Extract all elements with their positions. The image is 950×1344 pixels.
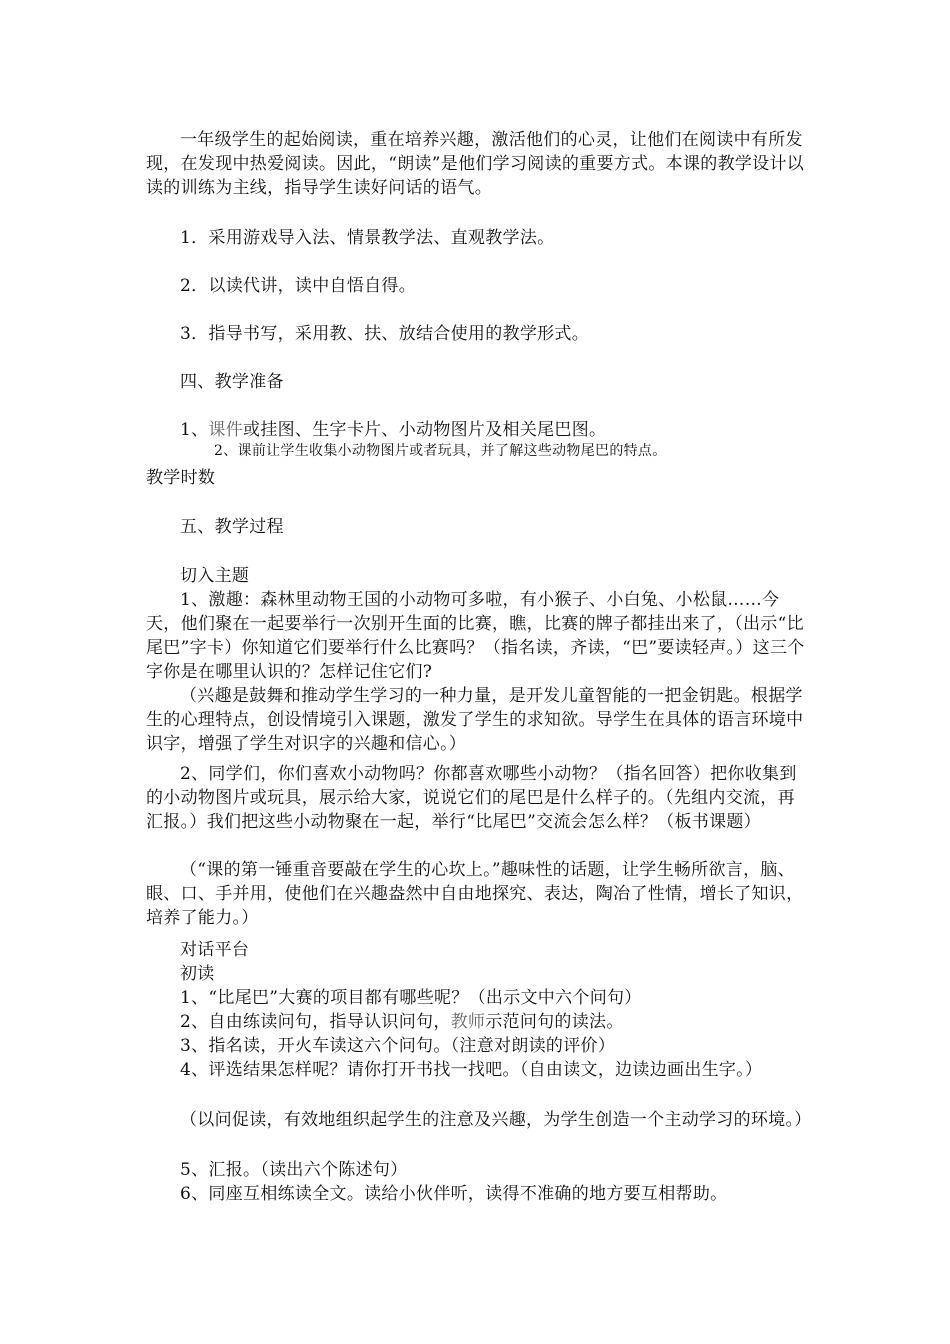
teacher-link[interactable]: 教师 (450, 1012, 486, 1032)
process-p2 (146, 684, 806, 756)
reading-item-6 (146, 1182, 806, 1206)
process-p1-text: 1、激趣：森林里动物王国的小动物可多啦，有小猴子、小白兔、小松鼠……今天，他们聚在一起要举行一次别开生面的比赛，瞧，比赛的牌子都挂出来了，（出示“比尾巴”字卡）你知道它们要举行什么比赛吗？（指名读，齐读，“巴”要读轻声。）这三个字你是在哪里认识的？怎样记住它们? (146, 590, 805, 682)
method-item-1 (146, 226, 806, 250)
method-text-1: 1．采用游戏导入法、情景教学法、直观教学法。 (180, 228, 555, 248)
reading-item-2-rest: 示范问句的读法。 (485, 1012, 624, 1032)
reading-item-2-text (146, 1010, 806, 1034)
section4-heading (146, 370, 806, 394)
intro-text: 一年级学生的起始阅读，重在培养兴趣，激活他们的心灵，让他们在阅读中有所发现，在发现中热爱阅读。因此，“朗读”是他们学习阅读的重要方式。本课的教学设计以读的训练为主线，指导学生读好问话的语气。 (146, 130, 805, 198)
process-p4-text: （“课的第一锤重音要敲在学生的心坎上。”趣味性的话题，让学生畅所欲言，脑、眼、口、手并用，使他们在兴趣盎然中自由地探究、表达，陶冶了性情，增长了知识，培养了能力。） (146, 860, 804, 928)
prep-item-1-rest: 或挂图、生字卡片、小动物图片及相关尾巴图。 (243, 420, 607, 440)
prep-item-1-text (146, 418, 806, 442)
prep-item-2-text (146, 441, 806, 461)
reading-item-1-text: 1、“比尾巴”大赛的项目都有哪些呢？（出示文中六个问句） (180, 988, 642, 1008)
prep-item-2 (146, 441, 806, 461)
reading-item-3-text: 3、指名读，开火车读这六个问句。（注意对朗读的评价） (180, 1036, 616, 1056)
reading-note-text: （以问促读，有效地组织起学生的注意及兴趣，为学生创造一个主动学习的环境。） (180, 1110, 812, 1130)
process-p3-text: 2、同学们，你们喜欢小动物吗？你都喜欢哪些小动物？（指名回答）把你收集到的小动物图片或玩具，展示给大家，说说它们的尾巴是什么样子的。（先组内交流，再汇报。）我们把这些小动物聚在一起，举行“比尾巴”交流会怎么样？（板书课题） (146, 764, 797, 832)
courseware-link[interactable]: 课件 (208, 420, 244, 440)
sub-heading-2 (146, 938, 806, 962)
teaching-hours-text: 教学时数 (146, 468, 216, 488)
method-item-2 (146, 274, 806, 298)
process-p2-text: （兴趣是鼓舞和推动学生学习的一种力量，是开发儿童智能的一把金钥匙。根据学生的心理特点，创设情境引入课题，激发了学生的求知欲。导学生在具体的语言环境中识字，增强了学生对识字的兴趣和信心。） (146, 686, 804, 754)
sub-heading-2-text: 对话平台 (180, 940, 250, 960)
reading-item-5-text: 5、汇报。（读出六个陈述句） (180, 1160, 408, 1180)
sub-heading-3 (146, 962, 806, 986)
process-p1 (146, 588, 806, 684)
section5-heading-text: 五、教学过程 (180, 517, 284, 537)
prep-item-1-prefix: 1、 (180, 420, 209, 440)
reading-note (146, 1108, 812, 1132)
reading-item-4-text: 4、评选结果怎样呢？请你打开书找一找吧。（自由读文，边读边画出生字。） (180, 1060, 763, 1080)
reading-item-3 (146, 1034, 806, 1058)
reading-item-4 (146, 1058, 806, 1082)
sub-heading-3-text: 初读 (180, 964, 215, 984)
method-item-3 (146, 322, 806, 346)
section4-heading-text: 四、教学准备 (180, 372, 284, 392)
prep-item-1 (146, 418, 806, 442)
sub-heading-1 (146, 564, 806, 588)
reading-item-2 (146, 1010, 806, 1034)
section5-heading (146, 515, 806, 539)
teaching-hours-label (146, 466, 806, 490)
method-text-3: 3．指导书写，采用教、扶、放结合使用的教学形式。 (180, 324, 590, 344)
process-p3 (146, 762, 806, 834)
reading-item-6-text: 6、同座互相练读全文。读给小伙伴听，读得不准确的地方要互相帮助。 (180, 1184, 728, 1204)
intro-paragraph (146, 128, 806, 200)
process-p4 (146, 858, 806, 930)
reading-item-1 (146, 986, 806, 1010)
method-text-2: 2．以读代讲，读中自悟自得。 (180, 276, 417, 296)
prep-item-2-num: 2、 (214, 443, 238, 459)
prep-item-2-body: 课前让学生收集小动物图片或者玩具，并了解这些动物尾巴的特点。 (237, 443, 667, 459)
reading-item-2-prefix: 2、自由练读问句，指导认识问句， (180, 1012, 451, 1032)
reading-item-5 (146, 1158, 806, 1182)
sub-heading-1-text: 切入主题 (180, 566, 250, 586)
